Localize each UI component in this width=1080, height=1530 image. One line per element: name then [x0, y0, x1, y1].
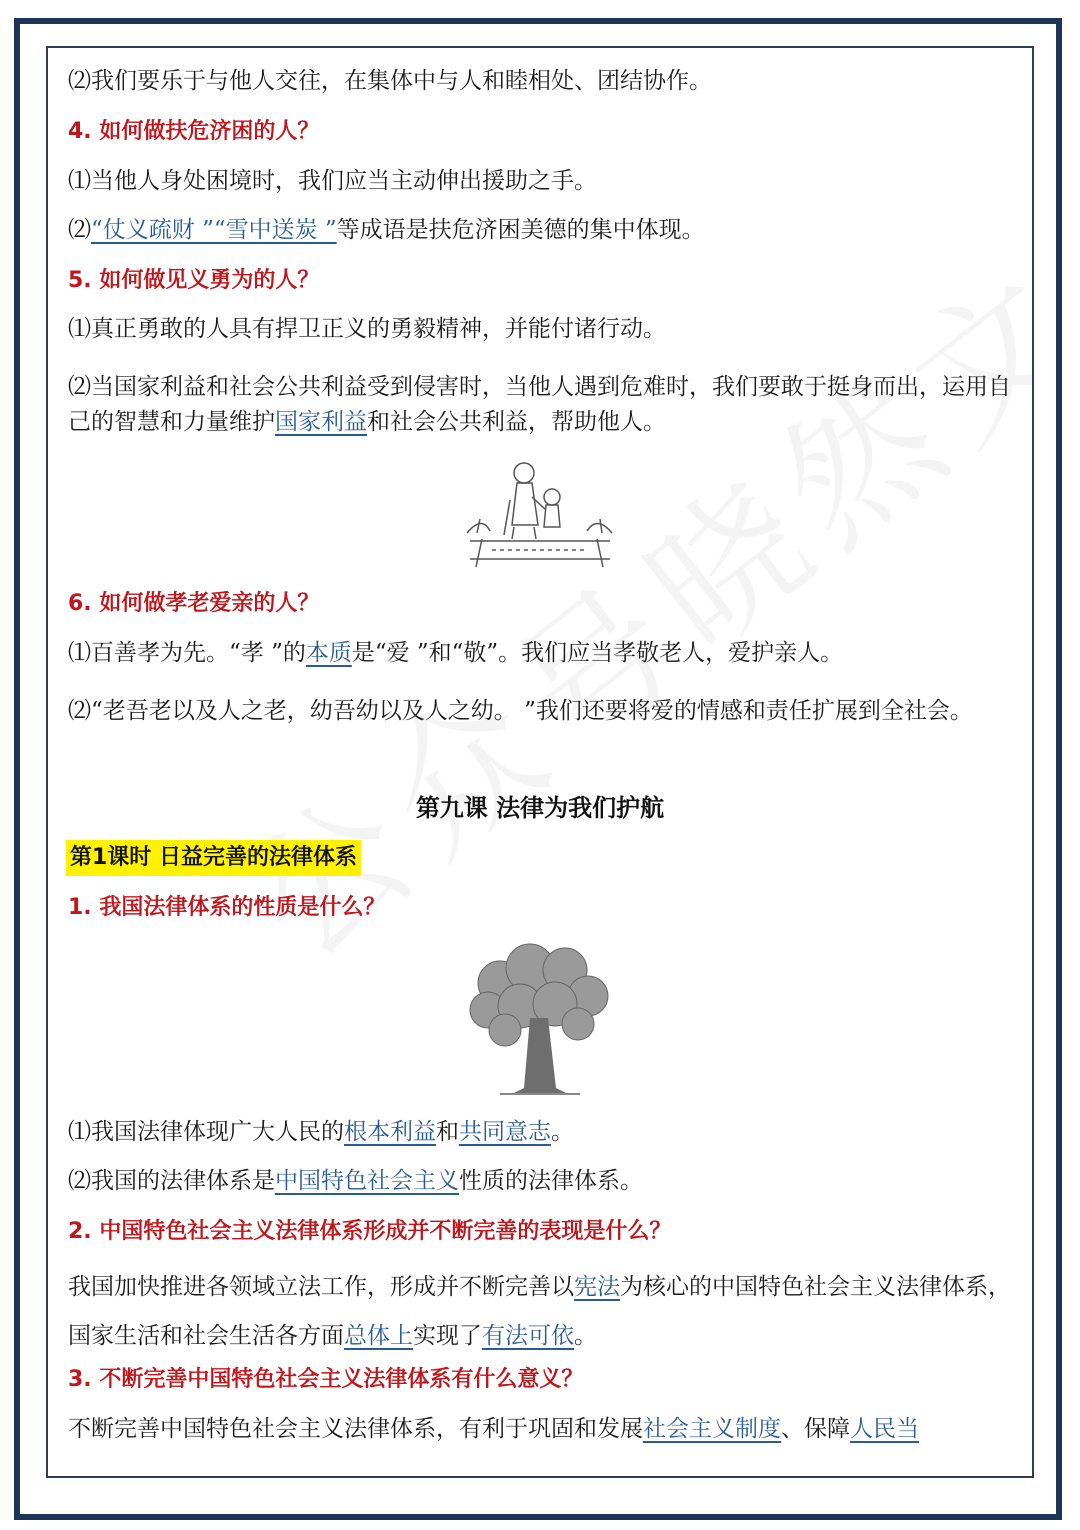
text-line: ⑵我们要乐于与他人交往，在集体中与人和睦相处、团结协作。 — [68, 68, 712, 94]
text-line: 不断完善中国特色社会主义法律体系，有利于巩固和发展社会主义制度、保障人民当 — [68, 1416, 919, 1442]
text-line: ⑴当他人身处困境时，我们应当主动伸出援助之手。 — [68, 168, 597, 194]
keyword: 人民当 — [850, 1416, 919, 1442]
text-paragraph: 我国加快推进各领域立法工作，形成并不断完善以宪法为核心的中国特色社会主义法律体系，国家生活和社会生活各方面总体上实现了有法可依。 — [68, 1274, 1011, 1349]
keyword: 根本利益 — [344, 1119, 436, 1145]
text-line: ⑵我国的法律体系是中国特色社会主义性质的法律体系。 — [68, 1168, 643, 1194]
keyword: 社会主义制度 — [643, 1416, 781, 1442]
tree-illustration — [460, 938, 620, 1098]
keyword: “仗义疏财 ”“雪中送炭 ” — [91, 217, 337, 243]
text-paragraph: ⑵“老吾老以及人之老，幼吾幼以及人之幼。 ”我们还要将爱的情感和责任扩展到全社会。 — [68, 698, 973, 724]
keyword: 有法可依 — [482, 1323, 574, 1349]
keyword: 国家利益 — [275, 409, 367, 435]
keyword: 本质 — [305, 640, 352, 666]
question-1: 1. 我国法律体系的性质是什么？ — [68, 895, 386, 920]
keyword: 总体上 — [344, 1323, 413, 1349]
text-paragraph: ⑵当国家利益和社会公共利益受到侵害时，当他人遇到危难时，我们要敢于挺身而出，运用自己的智慧和力量维护国家利益和社会公共利益，帮助他人。 — [68, 374, 1011, 435]
text-line: ⑴我国法律体现广大人民的根本利益和共同意志。 — [68, 1119, 574, 1145]
question-4: 4. 如何做扶危济困的人？ — [68, 119, 320, 144]
question-6: 6. 如何做孝老爱亲的人？ — [68, 591, 320, 616]
lesson-title: 第九课 法律为我们护航 — [415, 794, 665, 822]
text-line: ⑴真正勇敢的人具有捍卫正义的勇毅精神，并能付诸行动。 — [68, 316, 666, 342]
question-3: 3. 不断完善中国特色社会主义法律体系有什么意义？ — [68, 1367, 584, 1392]
family-illustration — [462, 455, 617, 575]
keyword: 共同意志 — [459, 1119, 551, 1145]
section-heading: 第1课时 日益完善的法律体系 — [66, 840, 361, 876]
keyword: 宪法 — [574, 1274, 620, 1300]
question-5: 5. 如何做见义勇为的人？ — [68, 268, 320, 293]
text-line: ⑴百善孝为先。“孝 ”的本质是“爱 ”和“敬”。我们应当孝敬老人，爱护亲人。 — [68, 640, 844, 666]
keyword: 中国特色社会主义 — [275, 1168, 459, 1194]
question-2: 2. 中国特色社会主义法律体系形成并不断完善的表现是什么？ — [68, 1219, 672, 1244]
text-line: ⑵“仗义疏财 ”“雪中送炭 ”等成语是扶危济困美德的集中体现。 — [68, 217, 705, 243]
